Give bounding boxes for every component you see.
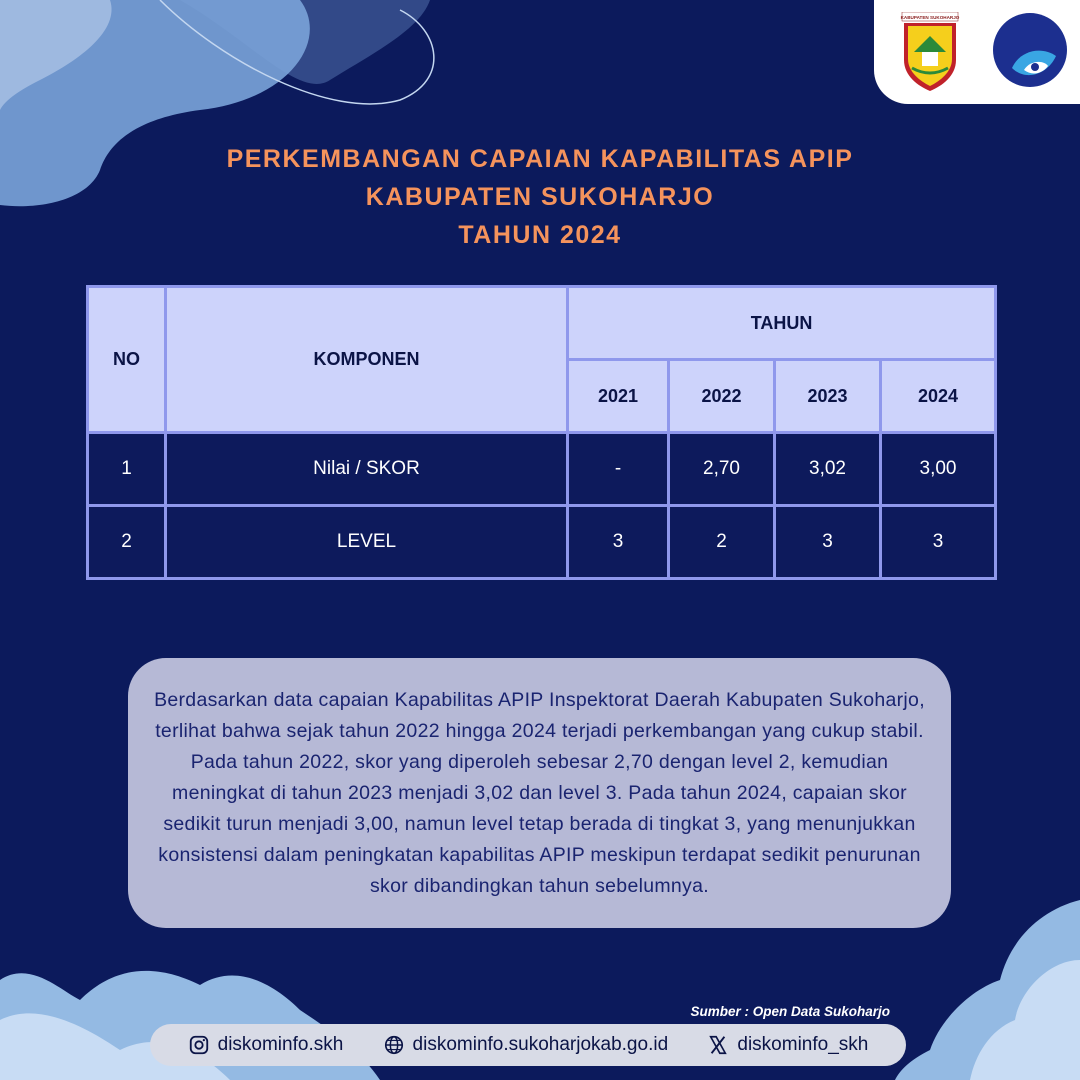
instagram-link[interactable] xyxy=(188,1034,344,1056)
instagram-icon xyxy=(188,1034,210,1056)
description-text: Berdasarkan data capaian Kapabilitas APIP Inspektorat Daerah Kabupaten Sukoharjo, terlihat bahwa sejak tahun 2022 hingga 2024 terjadi perkembangan yang cukup stabil. Pada tahun 2022, skor yang diperoleh sebesar 2,70 dengan level 2, kemudian meningkat di tahun 2023 menjadi 3,02 dan level 3. Pada tahun 2024, capaian skor sedikit turun menjadi 3,00, namun level tetap berada di tingkat 3, yang menunjukkan konsistensi dalam peningkatan kapabilitas APIP meskipun terdapat sedikit penurunan skor dibandingkan tahun sebelumnya. xyxy=(154,688,925,897)
header-year-group: TAHUN xyxy=(568,287,996,360)
cell-value: 3 xyxy=(568,506,669,579)
x-icon xyxy=(707,1034,729,1056)
cell-no: 2 xyxy=(88,506,166,579)
cell-value: 3 xyxy=(881,506,996,579)
header-component: KOMPONEN xyxy=(166,287,568,433)
kominfo-logo xyxy=(990,10,1070,90)
website-url: diskominfo.sukoharjokab.go.id xyxy=(412,1034,669,1055)
sukoharjo-seal-logo xyxy=(900,12,960,92)
table-row xyxy=(88,506,996,579)
cell-value: 3,02 xyxy=(775,433,881,506)
header-no: NO xyxy=(88,287,166,433)
cell-component: LEVEL xyxy=(166,506,568,579)
cell-component: Nilai / SKOR xyxy=(166,433,568,506)
capability-table xyxy=(86,285,997,580)
cell-value: - xyxy=(568,433,669,506)
header-year: 2023 xyxy=(775,360,881,433)
header-year: 2024 xyxy=(881,360,996,433)
cell-no: 1 xyxy=(88,433,166,506)
cell-value: 3,00 xyxy=(881,433,996,506)
cell-value: 2 xyxy=(669,506,775,579)
header-year: 2022 xyxy=(669,360,775,433)
table-row xyxy=(88,433,996,506)
instagram-handle: diskominfo.skh xyxy=(217,1034,344,1055)
x-handle: diskominfo_skh xyxy=(737,1034,869,1055)
source-note: Sumber : Open Data Sukoharjo xyxy=(690,1004,890,1019)
title-line: PERKEMBANGAN CAPAIAN KAPABILITAS APIP xyxy=(226,145,854,173)
social-footer xyxy=(150,1024,906,1066)
title-line: KABUPATEN SUKOHARJO xyxy=(365,183,715,211)
globe-icon xyxy=(383,1034,405,1056)
cell-value: 3 xyxy=(775,506,881,579)
page-title xyxy=(0,140,1080,254)
cell-value: 2,70 xyxy=(669,433,775,506)
title-line: TAHUN 2024 xyxy=(458,221,622,249)
description-box xyxy=(128,658,951,928)
seal-caption: KABUPATEN SUKOHARJO xyxy=(900,15,960,20)
logo-panel xyxy=(874,0,1080,104)
website-link[interactable] xyxy=(383,1034,669,1056)
header-year: 2021 xyxy=(568,360,669,433)
x-link[interactable] xyxy=(707,1034,868,1056)
